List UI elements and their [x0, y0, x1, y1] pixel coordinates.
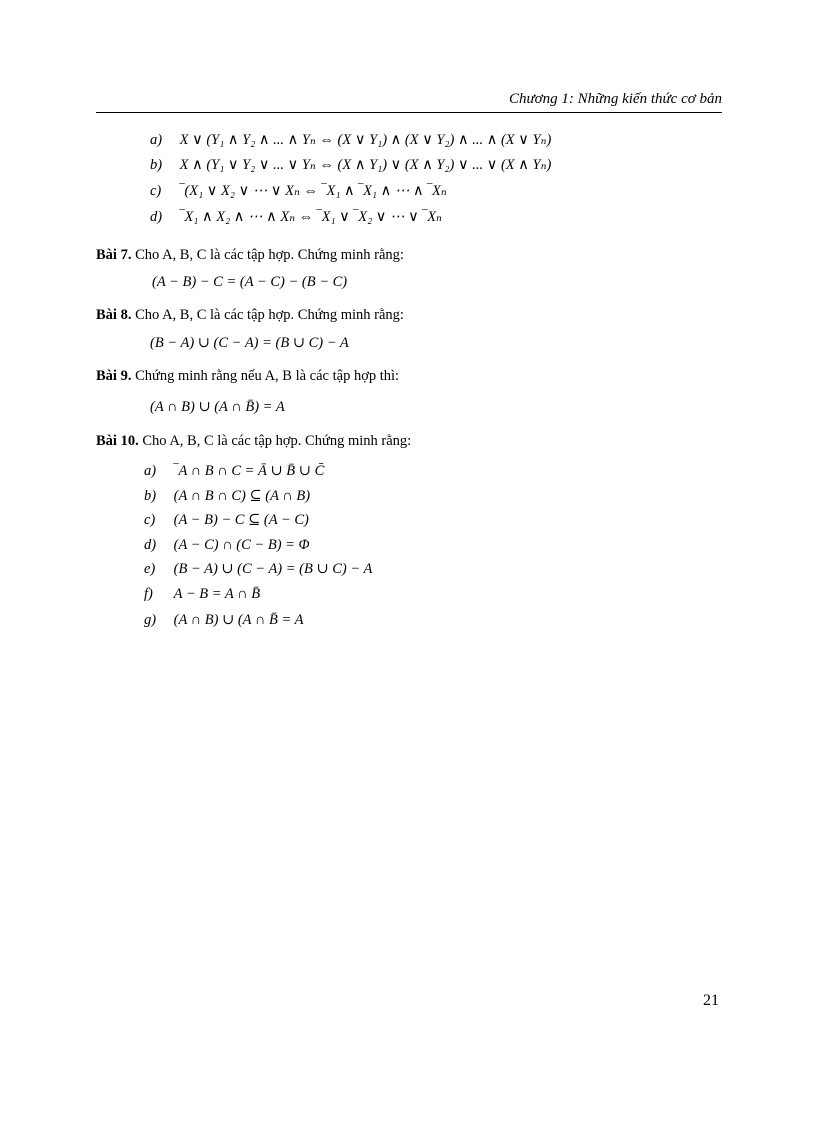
exercise-title: Bài 8.: [96, 307, 132, 323]
formula: (B − A) ∪ (C − A) = (B ∪ C) − A: [173, 561, 373, 577]
item-label: d): [150, 209, 163, 225]
exercise-10-item-f: [144, 584, 260, 604]
item-label: f): [144, 586, 153, 602]
exercise-8-heading: [96, 305, 404, 325]
exercise-text: Chứng minh rằng nếu A, B là các tập hợp thì:: [135, 368, 400, 384]
formula: (A − B) − C ⊆ (A − C): [173, 512, 309, 528]
item-label: d): [144, 537, 157, 553]
prev-item-c: [150, 181, 447, 201]
exercise-8-formula: (B − A) ∪ (C − A) = (B ∪ C) − A: [150, 335, 349, 351]
prev-item-d: [150, 207, 442, 227]
chapter-title: Chương 1: Những kiến thức cơ bản: [508, 91, 722, 107]
formula: X ∧ (Y₁ ∨ Y₂ ∨ ... ∨ Yₙ ⇔ (X ∧ Y₁) ∨ (X ∧ Y₂) ∨ ... ∨ (X ∧ Yₙ): [179, 157, 552, 173]
page-number: 21: [703, 992, 719, 1009]
item-label: b): [150, 157, 163, 173]
exercise-10-heading: [96, 431, 411, 451]
exercise-7-formula: (A − B) − C = (A − C) − (B − C): [152, 274, 348, 290]
item-label: b): [144, 488, 157, 504]
formula: X ∨ (Y₁ ∧ Y₂ ∧ ... ∧ Yₙ ⇔ (X ∨ Y₁) ∧ (X ∨ Y₂) ∧ ... ∧ (X ∨ Yₙ): [179, 132, 552, 148]
item-label: c): [150, 183, 162, 199]
prev-item-a: [150, 130, 551, 150]
exercise-title: Bài 10.: [96, 433, 139, 449]
item-label: a): [144, 463, 157, 479]
formula: (A ∩ B ∩ C) ⊆ (A ∩ B): [173, 488, 311, 504]
running-header: [96, 90, 722, 113]
formula: A − B = A ∩ B̄: [173, 586, 261, 602]
exercise-10-item-g: [144, 610, 304, 630]
exercise-7-heading: [96, 245, 404, 265]
exercise-10-item-c: [144, 510, 309, 530]
exercise-10-item-b: [144, 486, 310, 506]
item-label: e): [144, 561, 156, 577]
exercise-title: Bài 9.: [96, 368, 132, 384]
formula: ‾A ∩ B ∩ C = Ā ∪ B̄ ∪ C̄: [173, 463, 325, 479]
exercise-10-item-e: [144, 559, 372, 579]
exercise-text: Cho A, B, C là các tập hợp. Chứng minh rằng:: [135, 307, 404, 323]
item-label: g): [144, 612, 157, 628]
formula: ‾(X₁ ∨ X₂ ∨ ⋯ ∨ Xₙ ⇔ ‾X₁ ∧ ‾X₁ ∧ ⋯ ∧ ‾Xₙ: [179, 183, 447, 199]
exercise-text: Cho A, B, C là các tập hợp. Chứng minh rằng:: [142, 433, 412, 449]
exercise-9-heading: [96, 366, 399, 386]
exercise-10-item-d: [144, 535, 310, 555]
exercise-title: Bài 7.: [96, 247, 132, 263]
exercise-10-item-a: [144, 461, 324, 481]
prev-item-b: [150, 155, 551, 175]
item-label: c): [144, 512, 156, 528]
formula: (A ∩ B) ∪ (A ∩ B̄ = A: [173, 612, 304, 628]
formula: (A − C) ∩ (C − B) = Φ: [173, 537, 310, 553]
item-label: a): [150, 132, 163, 148]
exercise-9-formula: (A ∩ B) ∪ (A ∩ B̄) = A: [150, 399, 285, 415]
exercise-text: Cho A, B, C là các tập hợp. Chứng minh rằng:: [135, 247, 404, 263]
formula: ‾X₁ ∧ X₂ ∧ ⋯ ∧ Xₙ ⇔ ‾X₁ ∨ ‾X₂ ∨ ⋯ ∨ ‾Xₙ: [179, 209, 442, 225]
